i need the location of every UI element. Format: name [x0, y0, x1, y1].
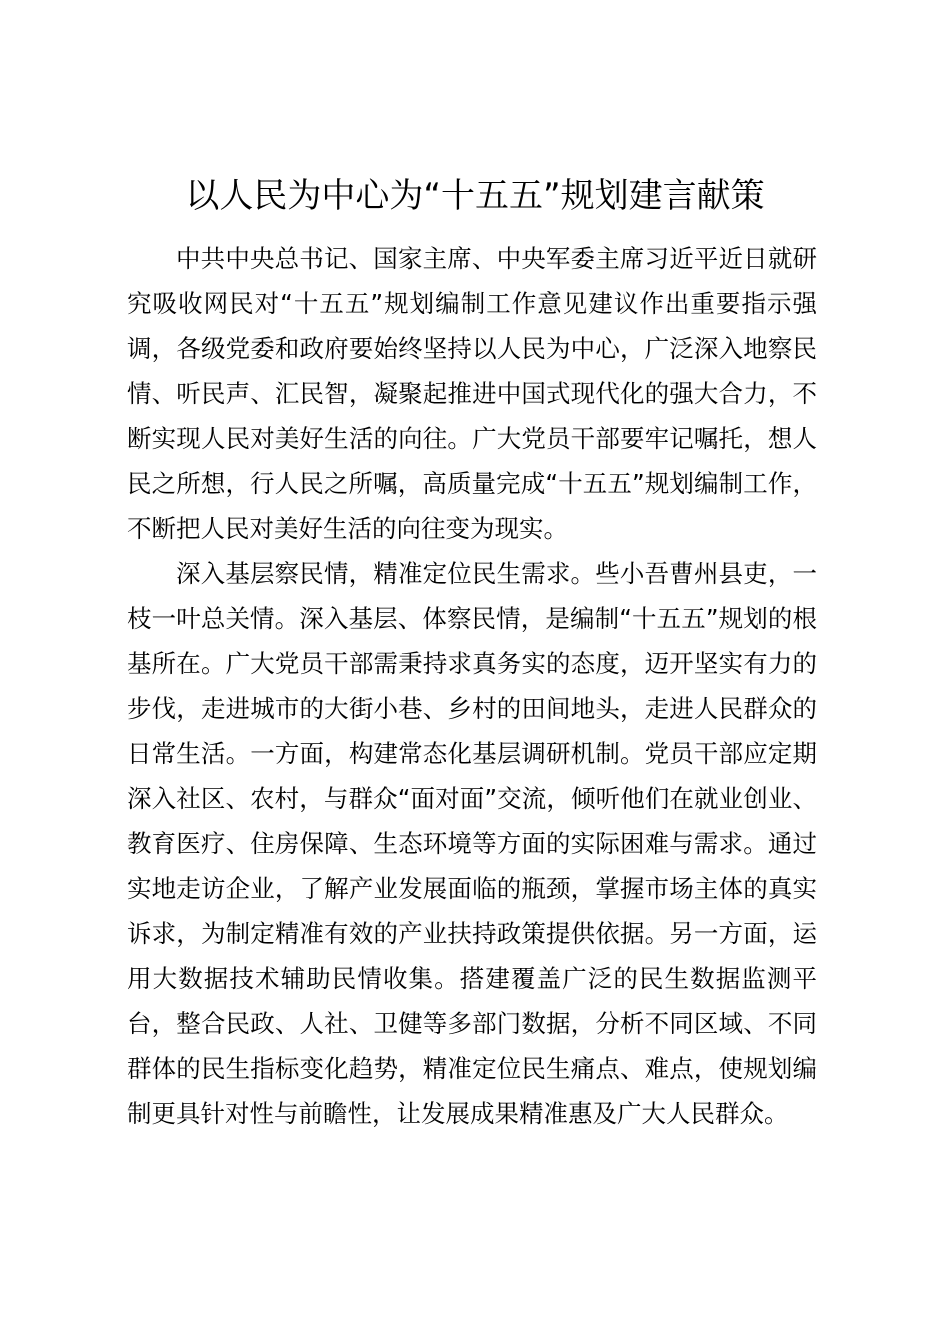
paragraph-2: 深入基层察民情，精准定位民生需求。些小吾曹州县吏，一枝一叶总关情。深入基层、体察民情，是编制“十五五”规划的根基所在。广大党员干部需秉持求真务实的态度，迈开坚实有力的步伐，走进城市的大街小巷、乡村的田间地头，走进人民群众的日常生活。一方面，构建常态化基层调研机制。党员干部应定期深入社区、农村，与群众“面对面”交流，倾听他们在就业创业、教育医疗、住房保障、生态环境等方面的实际困难与需求。通过实地走访企业，了解产业发展面临的瓶颈，掌握市场主体的真实诉求，为制定精准有效的产业扶持政策提供依据。另一方面，运用大数据技术辅助民情收集。搭建覆盖广泛的民生数据监测平台，整合民政、人社、卫健等多部门数据，分析不同区域、不同群体的民生指标变化趋势，精准定位民生痛点、难点，使规划编制更具针对性与前瞻性，让发展成果精准惠及广大人民群众。: [127, 559, 817, 1128]
document-body: [127, 236, 817, 1136]
document-title: 以人民为中心为“十五五”规划建言献策: [185, 176, 765, 216]
paragraph-1: 中共中央总书记、国家主席、中央军委主席习近平近日就研究吸收网民对“十五五”规划编制工作意见建议作出重要指示强调，各级党委和政府要始终坚持以人民为中心，广泛深入地察民情、听民声、汇民智，凝聚起推进中国式现代化的强大合力，不断实现人民对美好生活的向往。广大党员干部要牢记嘱托，想人民之所想，行人民之所嘱，高质量完成“十五五”规划编制工作，不断把人民对美好生活的向往变为现实。: [127, 244, 817, 543]
